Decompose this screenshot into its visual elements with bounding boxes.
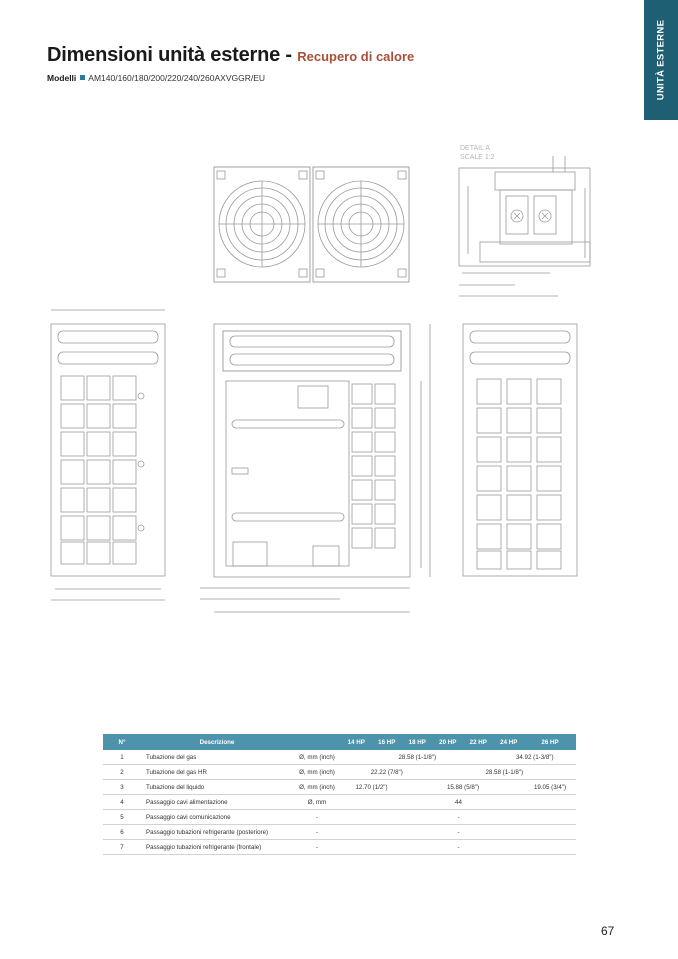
- col-header: 16 HP: [372, 734, 403, 750]
- col-header: 24 HP: [494, 734, 525, 750]
- row-number: 5: [103, 810, 141, 825]
- row-value: 15.88 (5/8"): [402, 780, 524, 795]
- right-side-view: [463, 324, 577, 576]
- row-description: Passaggio cavi alimentazione: [141, 795, 293, 810]
- table-row: [103, 810, 576, 825]
- side-section-tab: [644, 0, 678, 120]
- title-subtitle: Recupero di calore: [297, 49, 415, 64]
- row-unit: -: [293, 840, 341, 855]
- scale-label: SCALE 1:2: [460, 154, 495, 161]
- table-row: [103, 765, 576, 780]
- table-row: [103, 825, 576, 840]
- row-unit: Ø, mm (inch): [293, 780, 341, 795]
- detail-label: DETAIL A: [460, 145, 490, 152]
- row-unit: -: [293, 825, 341, 840]
- row-number: 3: [103, 780, 141, 795]
- detail-a-view: [459, 156, 590, 296]
- side-section-label: UNITÀ ESTERNE: [655, 19, 667, 101]
- row-value: -: [341, 840, 576, 855]
- models-value: AM140/160/180/200/220/240/260AXVGGR/EU: [88, 73, 266, 83]
- col-header: 22 HP: [463, 734, 494, 750]
- title-main: Dimensioni unità esterne -: [47, 44, 292, 66]
- col-header: 20 HP: [433, 734, 464, 750]
- row-unit: Ø, mm (inch): [293, 750, 341, 765]
- row-value: 22.22 (7/8"): [341, 765, 433, 780]
- col-header: Descrizione: [141, 734, 293, 750]
- row-description: Tubazione del gas: [141, 750, 293, 765]
- technical-drawing: [40, 138, 600, 628]
- row-value: 44: [341, 795, 576, 810]
- table-row: [103, 840, 576, 855]
- page-number: 67: [601, 924, 615, 938]
- col-header: 18 HP: [402, 734, 433, 750]
- row-value: 28.58 (1-1/8"): [433, 765, 577, 780]
- bullet-square-icon: [80, 75, 85, 80]
- left-side-view: [51, 310, 165, 600]
- row-description: Passaggio tubazioni refrigerante (posteriore): [141, 825, 293, 840]
- col-header: 14 HP: [341, 734, 372, 750]
- row-value: 19.05 (3/4"): [524, 780, 576, 795]
- row-value: -: [341, 810, 576, 825]
- table-header-row: [103, 734, 576, 750]
- row-value: 12.70 (1/2"): [341, 780, 402, 795]
- dimensions-table: [103, 734, 576, 855]
- col-header: N°: [103, 734, 141, 750]
- row-description: Passaggio cavi comunicazione: [141, 810, 293, 825]
- row-description: Tubazione del gas HR: [141, 765, 293, 780]
- row-number: 1: [103, 750, 141, 765]
- table-row: [103, 795, 576, 810]
- row-description: Tubazione del liquido: [141, 780, 293, 795]
- row-unit: -: [293, 810, 341, 825]
- row-value: 34.92 (1-3/8"): [494, 750, 577, 765]
- row-number: 6: [103, 825, 141, 840]
- row-number: 2: [103, 765, 141, 780]
- row-number: 4: [103, 795, 141, 810]
- row-unit: Ø, mm (inch): [293, 765, 341, 780]
- models-label: Modelli: [47, 73, 77, 83]
- table-row: [103, 750, 576, 765]
- page-title: [47, 44, 414, 67]
- row-value: 28.58 (1-1/8"): [341, 750, 494, 765]
- row-value: -: [341, 825, 576, 840]
- table-row: [103, 780, 576, 795]
- row-number: 7: [103, 840, 141, 855]
- top-view-fans: [214, 167, 409, 282]
- models-line: [47, 73, 265, 83]
- front-view: [200, 324, 430, 612]
- col-header: [293, 734, 341, 750]
- col-header: 26 HP: [524, 734, 576, 750]
- row-description: Passaggio tubazioni refrigerante (frontale): [141, 840, 293, 855]
- row-unit: Ø, mm: [293, 795, 341, 810]
